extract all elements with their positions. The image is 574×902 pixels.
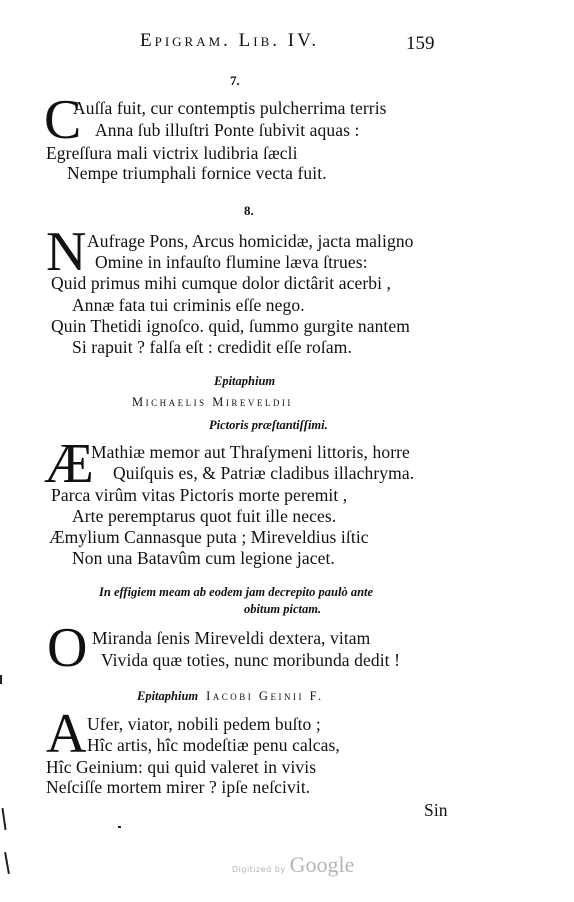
scan-mark — [1, 808, 6, 830]
effigy-line-2: Vivida quæ toties, nunc moribunda dedit ! — [101, 650, 401, 670]
scan-mark — [118, 826, 121, 828]
running-title: Epigram. Lib. IV. — [140, 30, 320, 51]
epitaph-1-initial: Æ — [44, 433, 94, 495]
epitaph-1-line-3: Parca virûm vitas Pictoris morte peremit , — [51, 485, 348, 505]
epitaph-1-line-1: Mathiæ memor aut Thraſymeni littoris, horre — [91, 442, 410, 462]
poem-8-line-1: Aufrage Pons, Arcus homicidæ, jacta maligno — [87, 231, 414, 251]
effigy-initial: O — [47, 617, 88, 679]
epitaph-2-line-1: Ufer, viator, nobili pedem buſto ; — [87, 714, 321, 734]
effigy-heading-1: In effigiem meam ab eodem jam decrepito paulò ante — [99, 585, 374, 599]
epitaph-1-line-5: Æmylium Cannasque puta ; Mireveldius iſtic — [49, 527, 369, 547]
poem-7-line-1: Auſſa fuit, cur contemptis pulcherrima terris — [73, 98, 387, 118]
watermark-small-text: Digitized by — [232, 865, 286, 874]
poem-8-line-3: Quid primus mihi cumque dolor dictârit acerbi , — [51, 273, 392, 293]
effigy-line-1: Miranda ſenis Mireveldi dextera, vitam — [92, 628, 371, 648]
epitaph-1-line-2: Quiſquis es, & Patriæ cladibus illachryma. — [113, 463, 415, 483]
epitaph-2-line-2: Hîc artis, hîc modeſtiæ penu calcas, — [87, 735, 340, 755]
poem-7-line-3: Egreſſura mali victrix ludibria ſæcli — [46, 143, 298, 163]
epitaph-1-name: Michaelis Mireveldii — [132, 395, 293, 409]
poem-8-number: 8. — [244, 203, 254, 218]
scan-mark — [0, 675, 2, 684]
poem-7-number: 7. — [230, 73, 240, 88]
watermark-google-logo: Google — [289, 852, 355, 877]
poem-7-initial: C — [44, 89, 82, 151]
poem-8-line-4: Annæ fata tui criminis eſſe nego. — [72, 295, 305, 315]
epitaph-2-line-4: Neſciſſe mortem mirer ? ipſe neſcivit. — [46, 777, 311, 797]
poem-8-line-2: Omine in infauſto flumine læva ſtrues: — [95, 252, 368, 272]
epitaph-2-heading — [137, 687, 324, 705]
epitaph-2-heading-name: Iacobi Geinii F. — [206, 689, 324, 703]
poem-8-line-5: Quin Thetidi ignoſco. quid, ſummo gurgite nantem — [51, 316, 410, 336]
epitaph-1-subtitle: Pictoris præſtantiſſimi. — [209, 418, 328, 432]
poem-7-line-2: Anna ſub illuſtri Ponte ſubivit aquas : — [95, 120, 360, 140]
epitaph-2-initial: A — [46, 703, 87, 765]
epitaph-1-heading: Epitaphium — [214, 374, 276, 388]
epitaph-2-heading-italic: Epitaphium — [137, 689, 199, 703]
poem-8-line-6: Si rapuit ? falſa eſt : credidit eſſe roſam. — [72, 337, 352, 357]
epitaph-2-line-3: Hîc Geinium: qui quid valeret in vivis — [46, 757, 317, 777]
poem-8-initial: N — [46, 221, 87, 283]
epitaph-1-line-4: Arte peremptarus quot fuit ille neces. — [72, 506, 337, 526]
poem-7-line-4: Nempe triumphali fornice vecta fuit. — [67, 163, 327, 183]
effigy-heading-2: obitum pictam. — [244, 602, 322, 616]
scan-mark — [4, 852, 10, 874]
digitized-by-google-watermark — [232, 852, 354, 878]
epitaph-1-line-6: Non una Batavûm cum legione jacet. — [72, 548, 335, 568]
catchword: Sin — [424, 800, 448, 820]
page-number: 159 — [406, 33, 435, 54]
